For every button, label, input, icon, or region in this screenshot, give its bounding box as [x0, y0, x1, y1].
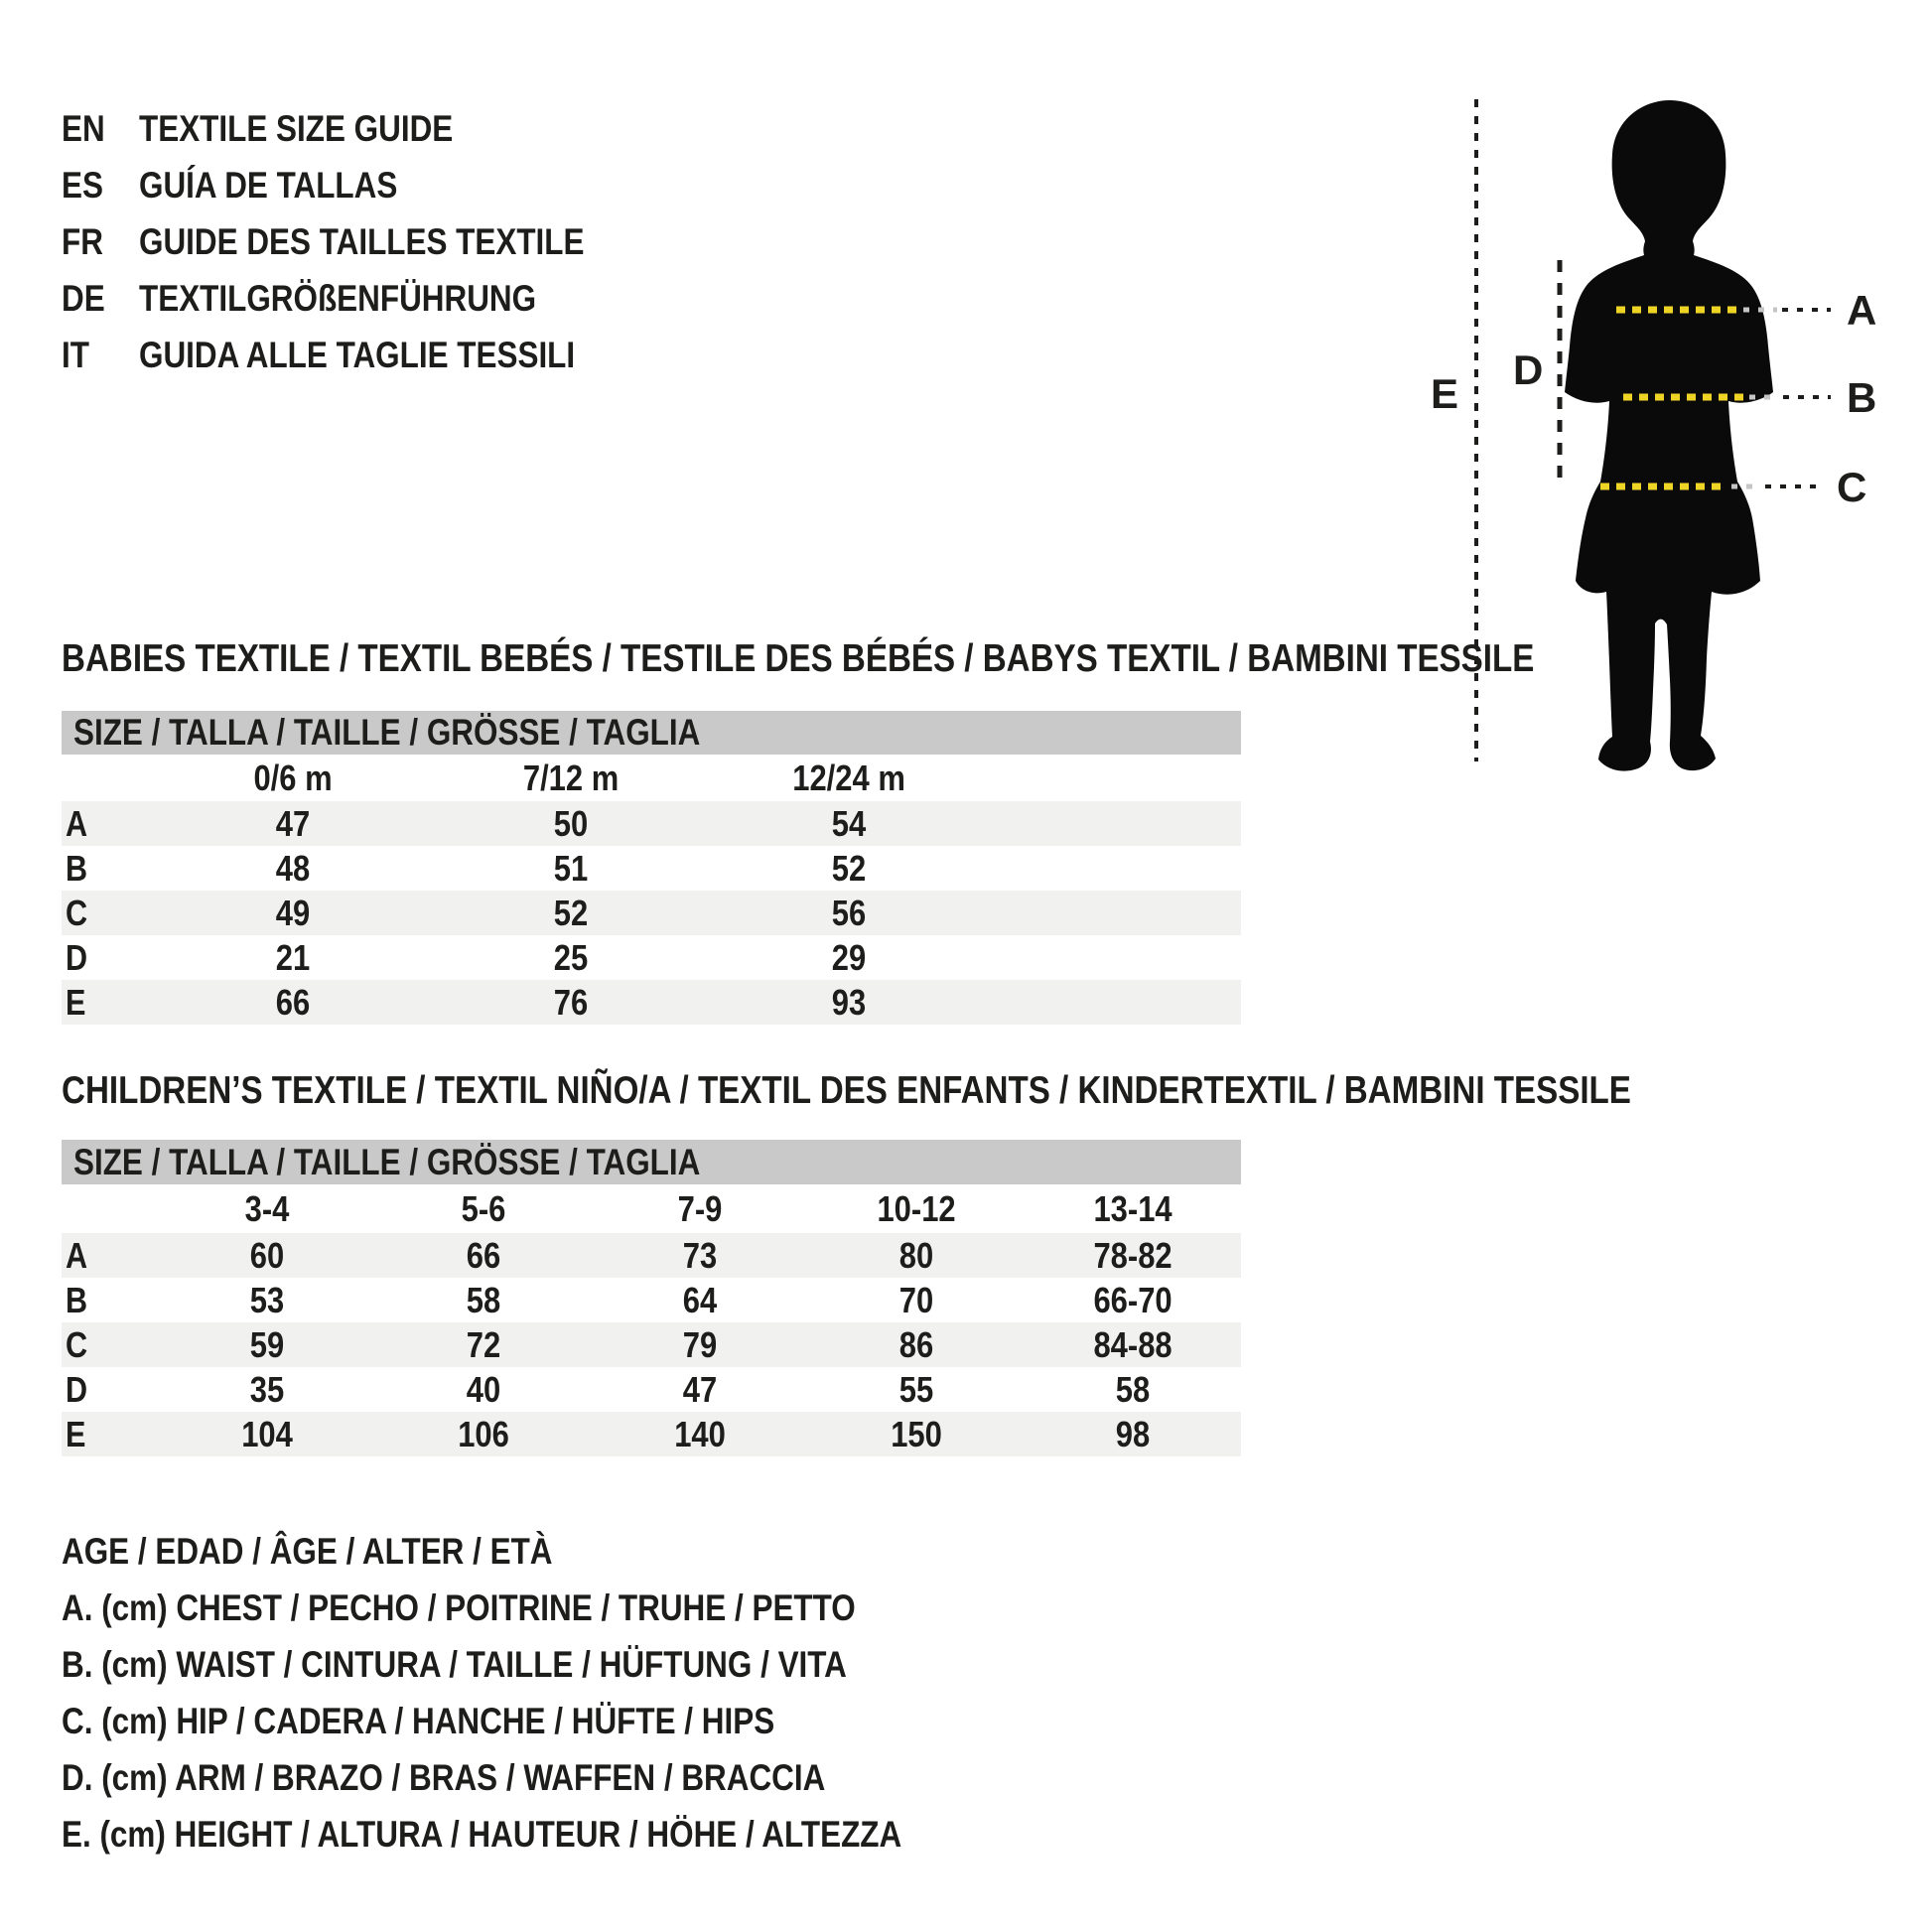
- table-cell: 66: [466, 1234, 501, 1276]
- language-title: GUIDA ALLE TAGLIE TESSILI: [139, 334, 576, 375]
- children-section-heading: CHILDREN’S TEXTILE / TEXTIL NIÑO/A / TEXTIL DES ENFANTS / KINDERTEXTIL / BAMBINI TESSILE: [62, 1069, 1631, 1112]
- table-cell: 50: [553, 802, 589, 844]
- figure-label-c: C: [1837, 464, 1867, 510]
- table-row: E 104 106 140 150 98: [62, 1412, 1241, 1456]
- language-title: TEXTILE SIZE GUIDE: [139, 107, 454, 149]
- legend-line-chest: A. (cm) CHEST / PECHO / POITRINE / TRUHE / PETTO: [62, 1587, 856, 1628]
- figure-label-e: E: [1431, 370, 1459, 417]
- table-cell: 106: [458, 1413, 509, 1454]
- table-cell: 54: [831, 802, 867, 844]
- table-cell: 76: [553, 981, 589, 1023]
- legend-line-arm: D. (cm) ARM / BRAZO / BRAS / WAFFEN / BRACCIA: [62, 1756, 826, 1798]
- language-row-it: [62, 327, 663, 383]
- babies-size-band: SIZE / TALLA / TAILLE / GRÖSSE / TAGLIA: [62, 711, 1241, 755]
- table-cell: 86: [898, 1323, 934, 1365]
- table-cell: 40: [466, 1368, 501, 1410]
- table-cell: 93: [831, 981, 867, 1023]
- table-cell: 55: [898, 1368, 934, 1410]
- table-cell: 51: [553, 847, 589, 889]
- measurement-figure: [1430, 89, 1932, 784]
- table-cell: 104: [241, 1413, 293, 1454]
- measurement-legend: [62, 1523, 1050, 1863]
- table-cell: 58: [466, 1279, 501, 1320]
- table-cell: 78-82: [1093, 1234, 1173, 1276]
- language-code: ES: [62, 164, 103, 206]
- figure-label-a: A: [1847, 287, 1877, 334]
- table-cell: 58: [1115, 1368, 1151, 1410]
- language-row-en: [62, 100, 663, 157]
- table-cell: 70: [898, 1279, 934, 1320]
- table-cell: 25: [553, 936, 589, 978]
- table-cell: 66-70: [1093, 1279, 1173, 1320]
- table-row: A 60 66 73 80 78-82: [62, 1233, 1241, 1278]
- table-row: C 49 52 56: [62, 891, 1241, 935]
- children-size-table: [62, 1140, 1241, 1456]
- table-cell: 80: [898, 1234, 934, 1276]
- language-title: GUÍA DE TALLAS: [139, 164, 398, 206]
- table-cell: 79: [682, 1323, 718, 1365]
- table-row: B 53 58 64 70 66-70: [66, 1279, 1173, 1320]
- table-cell: 53: [249, 1279, 285, 1320]
- table-cell: 47: [682, 1368, 718, 1410]
- children-column-header-row: [62, 1184, 1241, 1233]
- figure-label-b: B: [1847, 374, 1877, 421]
- table-cell: 56: [831, 892, 867, 933]
- figure-label-d: D: [1513, 346, 1544, 393]
- column-header: 7-9: [677, 1187, 723, 1229]
- table-cell: 60: [249, 1234, 285, 1276]
- children-size-band: SIZE / TALLA / TAILLE / GRÖSSE / TAGLIA: [62, 1140, 1241, 1184]
- table-cell: 52: [831, 847, 867, 889]
- babies-section-heading: BABIES TEXTILE / TEXTIL BEBÉS / TESTILE DES BÉBÉS / BABYS TEXTIL / BAMBINI TESSILE: [62, 637, 1535, 680]
- table-cell: 73: [682, 1234, 718, 1276]
- table-cell: 66: [275, 981, 311, 1023]
- language-title-list: [62, 100, 663, 383]
- table-row: D 35 40 47 55 58: [66, 1368, 1151, 1410]
- table-row: D 21 25 29: [66, 936, 867, 978]
- legend-line-height: E. (cm) HEIGHT / ALTURA / HAUTEUR / HÖHE / ALTEZZA: [62, 1813, 902, 1855]
- language-code: IT: [62, 334, 89, 375]
- table-cell: 140: [674, 1413, 726, 1454]
- language-title: GUIDE DES TAILLES TEXTILE: [139, 220, 585, 262]
- table-cell: 59: [249, 1323, 285, 1365]
- column-header: 13-14: [1093, 1187, 1173, 1229]
- table-row: E 66 76 93: [62, 980, 1241, 1025]
- language-row-fr: [62, 213, 663, 270]
- table-cell: 72: [466, 1323, 501, 1365]
- table-cell: 98: [1115, 1413, 1151, 1454]
- language-code: EN: [62, 107, 105, 149]
- legend-line-age: AGE / EDAD / ÂGE / ALTER / ETÀ: [62, 1530, 553, 1572]
- table-cell: 47: [275, 802, 311, 844]
- table-cell: 48: [275, 847, 311, 889]
- language-row-es: [62, 157, 663, 213]
- table-row: B 48 51 52: [66, 847, 867, 889]
- table-cell: 29: [831, 936, 867, 978]
- table-cell: 35: [249, 1368, 285, 1410]
- table-row: C 59 72 79 86 84-88: [62, 1322, 1241, 1367]
- table-cell: 49: [275, 892, 311, 933]
- table-cell: 64: [682, 1279, 718, 1320]
- language-code: FR: [62, 220, 103, 262]
- legend-line-waist: B. (cm) WAIST / CINTURA / TAILLE / HÜFTUNG / VITA: [62, 1643, 847, 1685]
- table-cell: 52: [553, 892, 589, 933]
- column-header: 5-6: [461, 1187, 506, 1229]
- table-cell: 84-88: [1093, 1323, 1173, 1365]
- babies-column-header-row: [62, 755, 1241, 801]
- language-title: TEXTILGRÖßENFÜHRUNG: [139, 277, 537, 319]
- column-header: 0/6 m: [253, 757, 333, 798]
- language-row-de: [62, 270, 663, 327]
- table-row: A 47 50 54: [62, 801, 1241, 846]
- table-cell: 21: [275, 936, 311, 978]
- column-header: 12/24 m: [792, 757, 905, 798]
- legend-line-hip: C. (cm) HIP / CADERA / HANCHE / HÜFTE / HIPS: [62, 1700, 775, 1741]
- table-cell: 150: [891, 1413, 942, 1454]
- column-header: 7/12 m: [522, 757, 620, 798]
- column-header: 3-4: [244, 1187, 290, 1229]
- language-code: DE: [62, 277, 105, 319]
- column-header: 10-12: [877, 1187, 956, 1229]
- babies-size-table: [62, 711, 1241, 1025]
